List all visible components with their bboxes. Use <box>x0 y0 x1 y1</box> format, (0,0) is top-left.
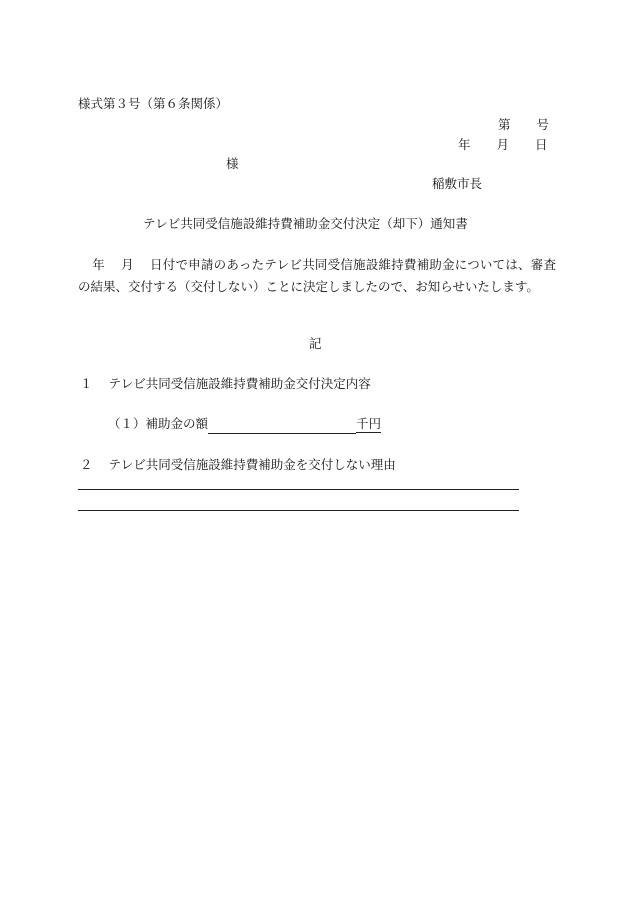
section-1-number: １ <box>80 376 93 391</box>
date-year: 年 <box>458 137 471 152</box>
number-prefix: 第 <box>498 117 511 132</box>
section-2 <box>80 457 396 473</box>
ki-heading: 記 <box>309 336 322 351</box>
form-label: 様式第３号（第６条関係） <box>78 96 229 111</box>
date-day: 日 <box>535 137 548 152</box>
document-title: テレビ共同受信施設維持費補助金交付決定（却下）通知書 <box>143 216 468 231</box>
body-month: 月 <box>120 257 134 272</box>
document-number <box>498 117 549 133</box>
reason-line-2 <box>78 510 519 511</box>
section-2-text: テレビ共同受信施設維持費補助金を交付しない理由 <box>108 457 396 472</box>
item-1-label: （１）補助金の額 <box>108 416 209 431</box>
reason-line-1 <box>78 489 519 490</box>
document-date <box>458 137 548 153</box>
number-suffix: 号 <box>536 117 550 132</box>
section-1-text: テレビ共同受信施設維持費補助金交付決定内容 <box>108 376 371 391</box>
body-text: 日付で申請のあったテレビ共同受信施設維持費補助金については、審査の結果、交付する（交付しない）ことに決定しましたので、お知らせいたします。 <box>78 257 556 294</box>
date-month: 月 <box>496 137 510 152</box>
section-1 <box>80 376 371 392</box>
section-2-number: ２ <box>80 457 93 472</box>
item-1 <box>108 416 381 434</box>
body-paragraph <box>78 254 556 298</box>
body-year: 年 <box>92 257 105 272</box>
recipient-suffix: 様 <box>226 156 239 171</box>
issuer: 稲敷市長 <box>432 176 483 191</box>
amount-unit: 千円 <box>356 416 382 431</box>
amount-blank <box>208 416 356 434</box>
